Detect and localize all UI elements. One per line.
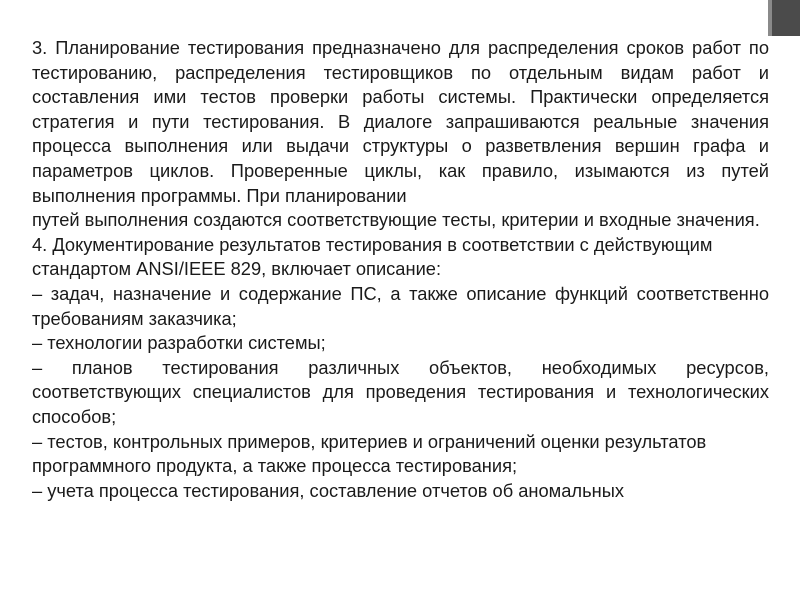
corner-decoration xyxy=(768,0,800,36)
list-item-tasks: – задач, назначение и содержание ПС, а также описание функций соответственно требованиям заказчика; xyxy=(32,282,769,329)
paragraph-documenting: 4. Документирование результатов тестирования в соответствии с действующим xyxy=(32,233,713,255)
paragraph-planning: 3. Планирование тестирования предназначено для распределения сроков работ по тестированию, распределения тестировщиков по отдельным видам работ и составления ими тестов проверки работы системы. Практически определяется стратегия и пути тестирования. В диалоге запрашиваются реальные значения процесса выполнения или выдачи структуры о разветвления вершин графа и параметров циклов. Проверенные циклы, как правило, изымаются из путей выполнения программы. При планировании xyxy=(32,37,769,206)
list-item-plans: – планов тестирования различных объектов, необходимых ресурсов, соответствующих специалистов для проведения тестирования и технологических способов; xyxy=(32,356,769,427)
slide-body xyxy=(32,36,769,503)
paragraph-standard: стандартом ANSI/IEEE 829, включает описание: xyxy=(32,258,442,280)
paragraph-planning-cont: путей выполнения создаются соответствующие тесты, критерии и входные значения. xyxy=(32,209,760,231)
list-item-accounting: – учета процесса тестирования, составление отчетов об аномальных xyxy=(32,479,624,501)
corner-accent xyxy=(768,0,772,36)
list-item-tests-cont: программного продукта, а также процесса тестирования; xyxy=(32,455,518,477)
list-item-technology: – технологии разработки системы; xyxy=(32,332,326,354)
list-item-tests: – тестов, контрольных примеров, критериев и ограничений оценки результатов xyxy=(32,430,707,452)
